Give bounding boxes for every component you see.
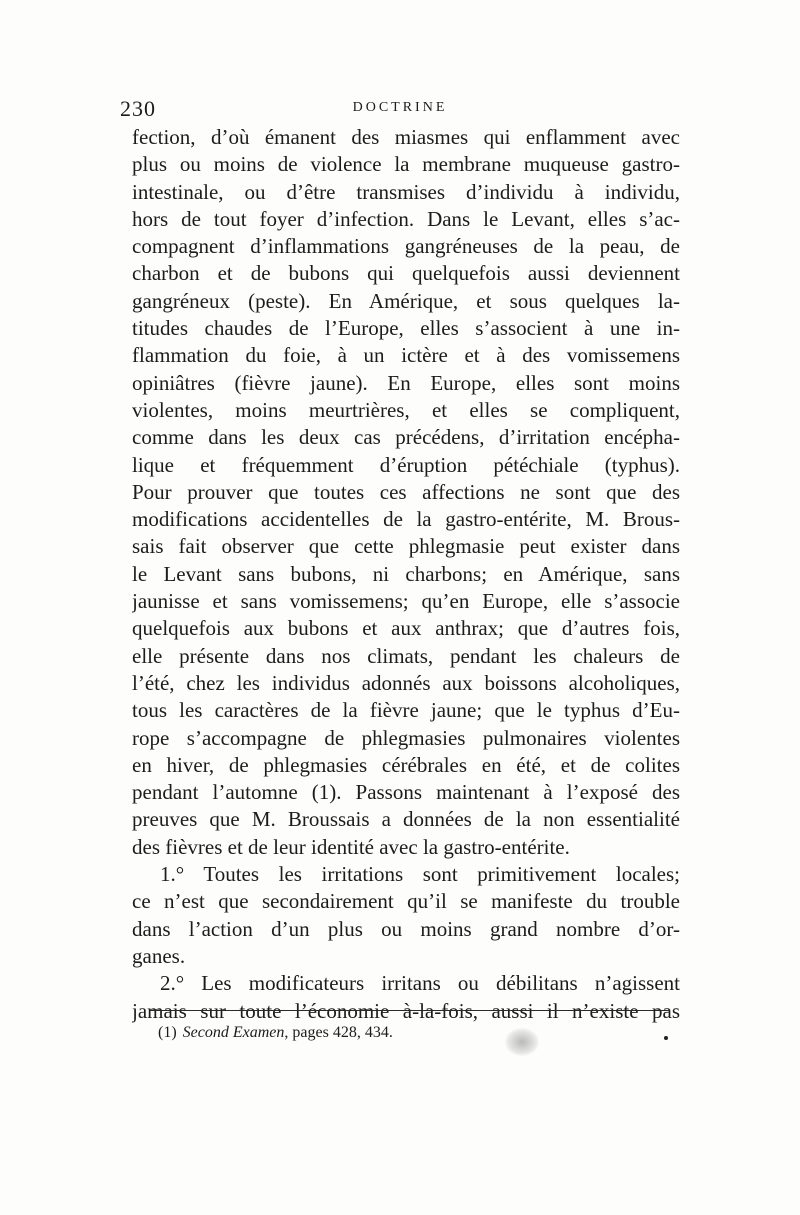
text-line: jaunisse et sans vomissemens; qu’en Europe, elle s’associe	[132, 589, 680, 614]
text-line: comme dans les deux cas précédens, d’irritation encépha-	[132, 425, 680, 450]
text-line: compagnent d’inflammations gangréneuses de la peau, de	[132, 234, 680, 259]
text-line: ce n’est que secondairement qu’il se manifeste du trouble	[132, 889, 680, 914]
text-line: flammation du foie, à un ictère et à des vomissemens	[132, 343, 680, 368]
footnote-pages: , pages 428, 434.	[284, 1024, 393, 1041]
text-line: opiniâtres (fièvre jaune). En Europe, elles sont moins	[132, 370, 680, 395]
text-line: l’été, chez les individus adonnés aux boissons alcoholiques,	[132, 670, 680, 695]
text-line: quelquefois aux bubons et aux anthrax; que d’autres fois,	[132, 616, 680, 641]
text-line: tous les caractères de la fièvre jaune; que le typhus d’Eu-	[132, 698, 680, 723]
text-line: sais fait observer que cette phlegmasie peut exister dans	[132, 534, 680, 559]
footnote-title: Second Examen	[182, 1024, 285, 1041]
text-line: pendant l’automne (1). Passons maintenant à l’exposé des	[132, 780, 680, 805]
body-text	[132, 124, 680, 1025]
text-line: gangréneux (peste). En Amérique, et sous quelques la-	[132, 288, 680, 313]
text-line: en hiver, de phlegmasies cérébrales en été, et de colites	[132, 752, 680, 777]
text-line: lique et fréquemment d’éruption pétéchiale (typhus).	[132, 452, 680, 477]
text-line: elle présente dans nos climats, pendant les chaleurs de	[132, 643, 680, 668]
text-line: ganes.	[132, 943, 186, 968]
ink-dot	[664, 1036, 668, 1040]
text-line: jamais sur toute l’économie à-la-fois, aussi il n’existe pas	[132, 998, 680, 1023]
text-line: intestinale, ou d’être transmises d’individu à individu,	[132, 179, 680, 204]
text-line: dans l’action d’un plus ou moins grand nombre d’or-	[132, 916, 680, 941]
footnote	[158, 1024, 393, 1042]
text-line: le Levant sans bubons, ni charbons; en Amérique, sans	[132, 561, 680, 586]
text-line: 2.° Les modificateurs irritans ou débilitans n’agissent	[160, 971, 680, 996]
text-line: fection, d’où émanent des miasmes qui enflamment avec	[132, 125, 680, 149]
text-line: violentes, moins meurtrières, et elles se compliquent,	[132, 397, 680, 422]
running-head	[120, 96, 680, 120]
text-line: charbon et de bubons qui quelquefois aussi deviennent	[132, 261, 680, 286]
text-line: des fièvres et de leur identité avec la gastro-entérite.	[132, 834, 570, 859]
footnote-rule	[150, 1010, 670, 1011]
text-line: preuves que M. Broussais a données de la non essentialité	[132, 807, 680, 832]
running-title: DOCTRINE	[352, 100, 448, 115]
text-line: hors de tout foyer d’infection. Dans le Levant, elles s’ac-	[132, 206, 680, 231]
ink-smudge	[505, 1028, 539, 1056]
text-line: plus ou moins de violence la membrane muqueuse gastro-	[132, 152, 680, 177]
text-line: 1.° Toutes les irritations sont primitivement locales;	[160, 862, 680, 887]
footnote-marker: (1)	[158, 1024, 177, 1041]
page-number: 230	[120, 96, 156, 121]
text-line: modifications accidentelles de la gastro-entérite, M. Brous-	[132, 507, 680, 532]
text-line: titudes chaudes de l’Europe, elles s’associent à une in-	[132, 316, 680, 341]
text-line: rope s’accompagne de phlegmasies pulmonaires violentes	[132, 725, 680, 750]
text-line: Pour prouver que toutes ces affections ne sont que des	[132, 479, 680, 504]
